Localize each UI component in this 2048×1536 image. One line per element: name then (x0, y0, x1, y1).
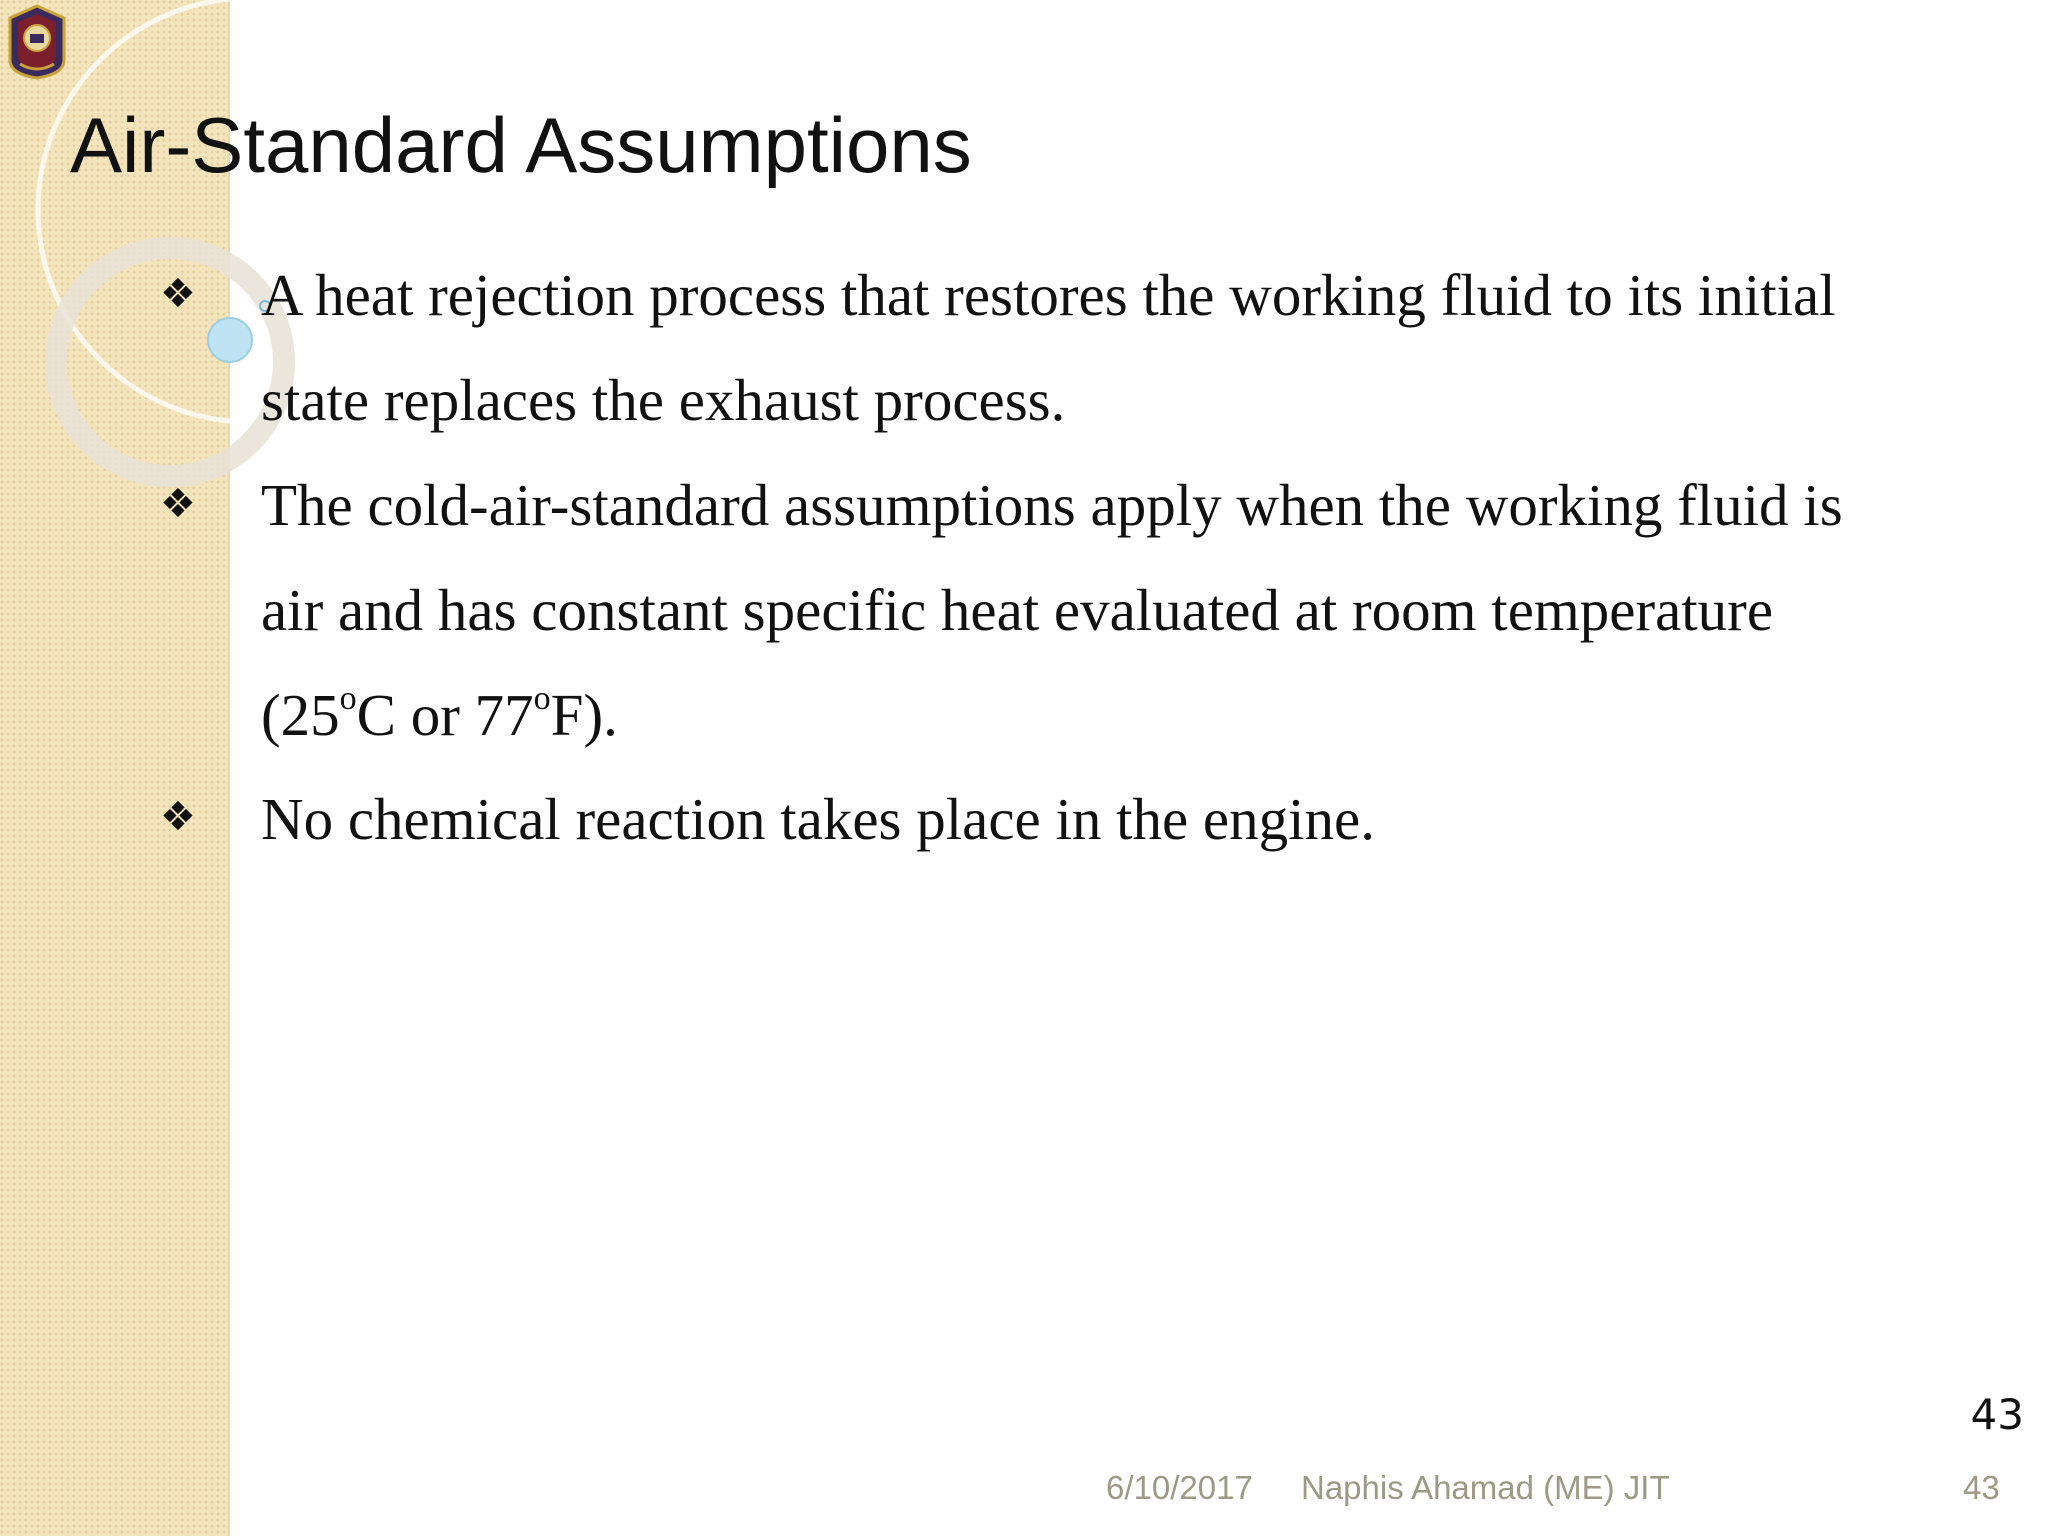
footer-page-number: 43 (1963, 1469, 2000, 1506)
degree-sup-2: o (533, 680, 551, 717)
bullet-diamond-icon: ❖ (160, 481, 196, 527)
temp-text-1: (25 (261, 682, 340, 748)
bullet-diamond-icon: ❖ (160, 271, 196, 317)
bullet-1-line-1: A heat rejection process that restores the working fluid to its initial (261, 262, 1836, 328)
temp-text-2: C or 77 (356, 682, 534, 748)
footer-author: Naphis Ahamad (ME) JIT (1301, 1469, 1670, 1506)
bullet-2-line-2: air and has constant specific heat evaluated at room temperature (261, 577, 1774, 643)
bullet-3-line-1: No chemical reaction takes place in the engine. (261, 786, 1375, 852)
bullet-2-line-3 (261, 680, 618, 748)
degree-sup-1: o (339, 680, 357, 717)
bullet-2-line-1: The cold-air-standard assumptions apply when the working fluid is (261, 472, 1843, 538)
slide-number: 43 (1970, 1390, 2024, 1439)
slide-title: Air-Standard Assumptions (70, 101, 972, 189)
footer-date: 6/10/2017 (1106, 1469, 1253, 1506)
bullet-diamond-icon: ❖ (160, 794, 196, 840)
university-logo (6, 4, 68, 80)
temp-text-3: F). (550, 682, 618, 748)
decorative-side-strip (0, 0, 230, 1536)
bullet-1-line-2: state replaces the exhaust process. (261, 367, 1066, 433)
